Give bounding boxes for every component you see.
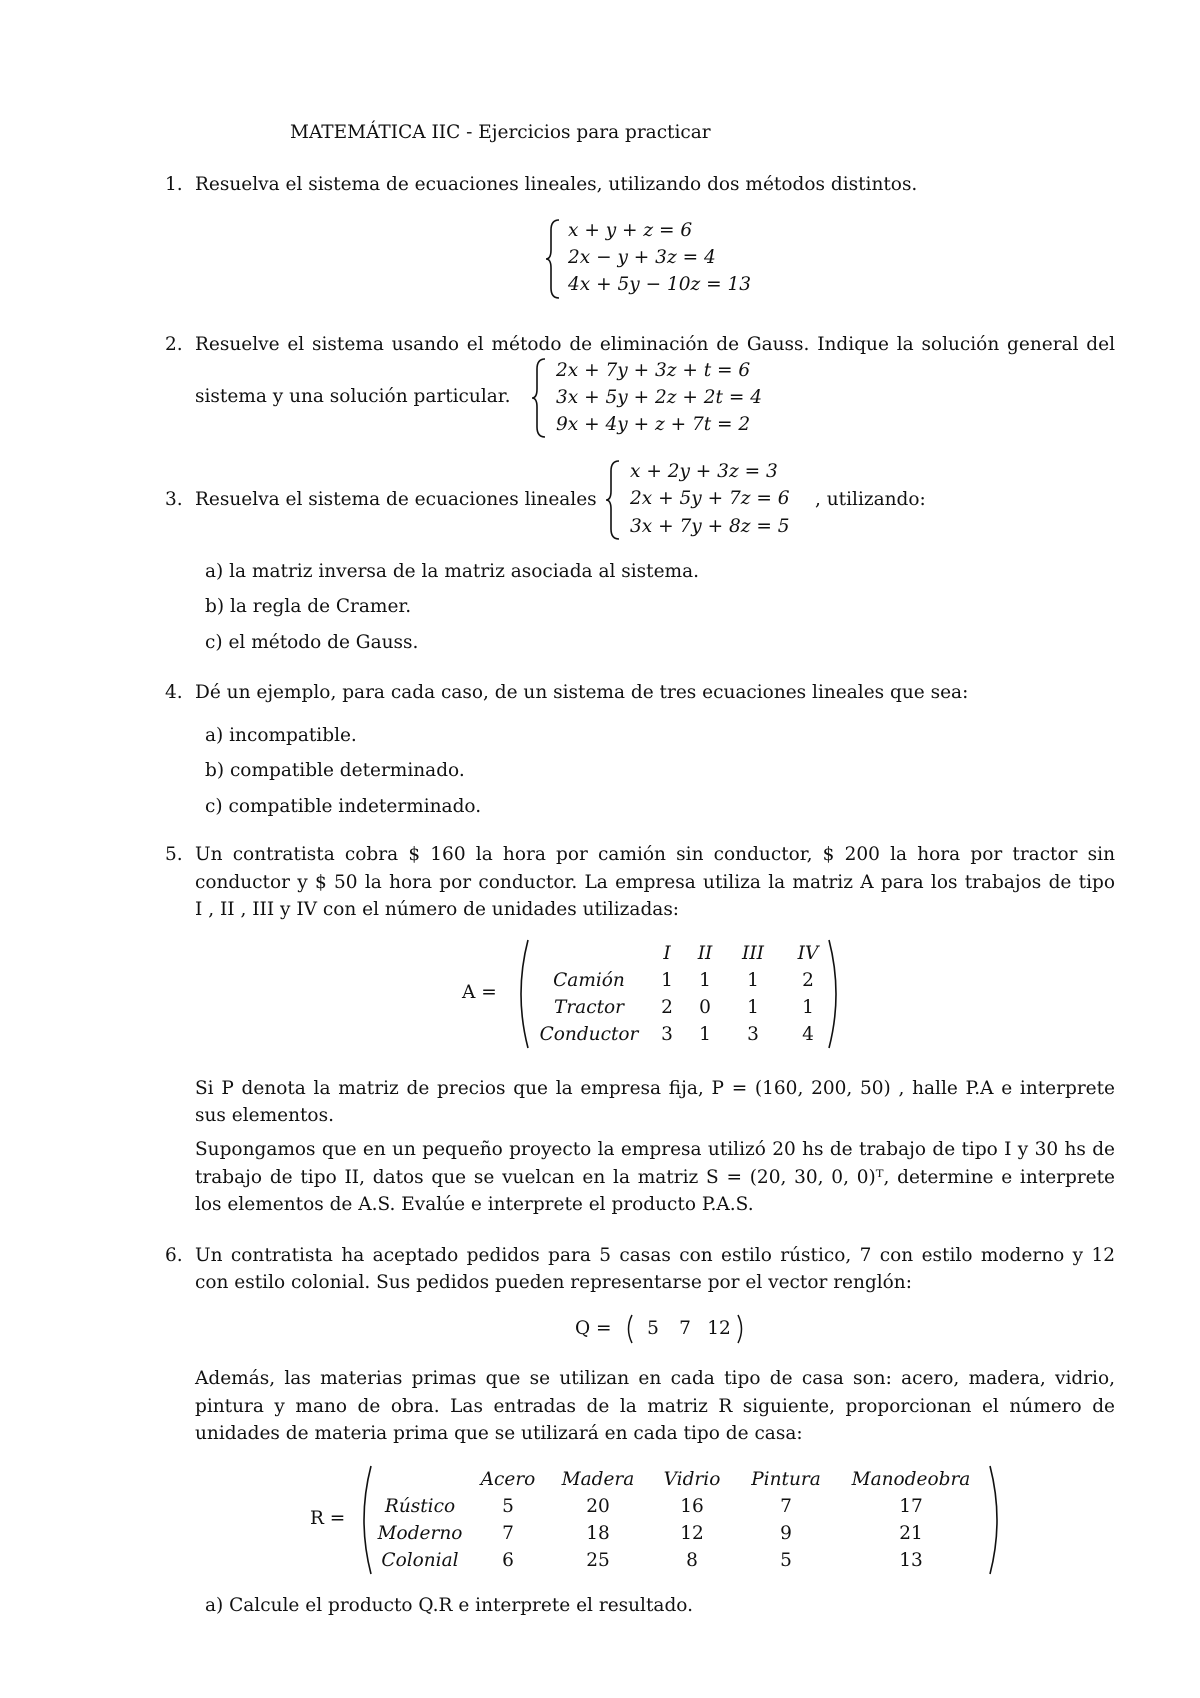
exercise-5-para-1-line-1: Si P denota la matriz de precios que la empresa fija, P = (160, 200, 50) , halle P.A e interprete [195, 1078, 1115, 1099]
vector-q-right-paren [736, 1313, 746, 1345]
exercise-3-equation: x + 2y + 3z = 3 [630, 461, 778, 482]
matrix-r-header: Acero [480, 1469, 536, 1491]
exercise-5-text-line-3: I , II , III y IV con el número de unidades utilizadas: [195, 899, 680, 920]
exercise-5-text-line-2: conductor y $ 50 la hora por conductor. La empresa utiliza la matriz A para los trabajos de tipo [195, 872, 1115, 893]
exercise-5-para-2-line-1: Supongamos que en un pequeño proyecto la empresa utilizó 20 hs de trabajo de tipo I y 30 hs de [195, 1139, 1115, 1160]
matrix-a-cell: 3 [661, 1024, 673, 1046]
matrix-a [530, 941, 834, 1049]
exercise-3-equation: 2x + 5y + 7z = 6 [630, 488, 790, 509]
matrix-r-cell: 7 [502, 1523, 514, 1545]
matrix-r-cell: 8 [686, 1550, 698, 1572]
matrix-r-row-label: Colonial [381, 1550, 459, 1572]
exercise-5-para-2-line-3: los elementos de A.S. Evalúe e interprete el producto P.A.S. [195, 1194, 754, 1215]
matrix-r-cell: 7 [780, 1496, 792, 1518]
matrix-a-row-label: Tractor [554, 997, 624, 1019]
exercise-6-para-line-1: Además, las materias primas que se utilizan en cada tipo de casa son: acero, madera, vidrio, [195, 1368, 1115, 1389]
matrix-r-cell: 5 [780, 1550, 792, 1572]
matrix-a-cell: 4 [802, 1024, 814, 1046]
vector-q-left-paren [624, 1313, 634, 1345]
exercise-6-number: 6. [165, 1245, 183, 1266]
exercise-5-para-1-line-2: sus elementos. [195, 1105, 334, 1126]
exercise-3-item: a) la matriz inversa de la matriz asociada al sistema. [205, 561, 700, 582]
matrix-a-cell: 1 [699, 1024, 711, 1046]
exercise-6-para-line-2: pintura y mano de obra. Las entradas de la matriz R siguiente, proporcionan el número de [195, 1396, 1115, 1417]
exercise-6-item-a: a) Calcule el producto Q.R e interprete el resultado. [205, 1595, 693, 1616]
exercise-2-equation: 3x + 5y + 2z + 2t = 4 [556, 387, 762, 408]
matrix-r [372, 1467, 986, 1575]
exercise-4-item: a) incompatible. [205, 725, 357, 746]
matrix-a-cell: 1 [661, 970, 673, 992]
matrix-r-cell: 5 [502, 1496, 514, 1518]
exercise-2-text-line-2: sistema y una solución particular. [195, 386, 511, 407]
matrix-a-cell: 1 [747, 997, 759, 1019]
exercise-2-equation: 2x + 7y + 3z + t = 6 [556, 360, 751, 381]
matrix-a-header: II [697, 943, 713, 965]
matrix-r-cell: 21 [899, 1523, 923, 1545]
exercise-1-text: Resuelva el sistema de ecuaciones lineales, utilizando dos métodos distintos. [195, 174, 918, 195]
matrix-r-left-paren [355, 1464, 373, 1576]
exercise-6-text-line-2: con estilo colonial. Sus pedidos pueden representarse por el vector renglón: [195, 1272, 912, 1293]
exercise-6-text-line-1: Un contratista ha aceptado pedidos para 5 casas con estilo rústico, 7 con estilo moderno y 12 [195, 1245, 1115, 1266]
matrix-a-cell: 1 [747, 970, 759, 992]
exercise-3-item: c) el método de Gauss. [205, 632, 419, 653]
vector-q-value: 7 [679, 1318, 691, 1339]
exercise-1-equation: 2x − y + 3z = 4 [568, 247, 716, 268]
exercise-5-text-line-1: Un contratista cobra $ 160 la hora por camión sin conductor, $ 200 la hora por tractor sin [195, 844, 1115, 865]
matrix-r-row-label: Moderno [377, 1523, 463, 1545]
exercise-4-item: c) compatible indeterminado. [205, 796, 482, 817]
page-title: MATEMÁTICA IIC - Ejercicios para practicar [290, 122, 711, 143]
matrix-r-cell: 25 [586, 1550, 610, 1572]
matrix-a-left-paren [512, 938, 530, 1050]
matrix-r-header: Vidrio [663, 1469, 721, 1491]
exercise-2-number: 2. [165, 334, 183, 355]
matrix-r-cell: 9 [780, 1523, 792, 1545]
matrix-a-cell: 0 [699, 997, 711, 1019]
exercise-2-text-line-1: Resuelve el sistema usando el método de eliminación de Gauss. Indique la solución general del [195, 334, 1115, 355]
matrix-r-header: Manodeobra [851, 1469, 971, 1491]
exercise-3-item: b) la regla de Cramer. [205, 596, 412, 617]
exercise-5-number: 5. [165, 844, 183, 865]
matrix-a-cell: 2 [661, 997, 673, 1019]
matrix-r-cell: 12 [680, 1523, 704, 1545]
matrix-r-header: Pintura [751, 1469, 821, 1491]
exercise-4-text: Dé un ejemplo, para cada caso, de un sistema de tres ecuaciones lineales que sea: [195, 682, 969, 703]
vector-q-value: 12 [707, 1318, 731, 1339]
exercise-1-equation: x + y + z = 6 [568, 220, 693, 241]
matrix-a-header: III [742, 943, 764, 965]
exercise-4-number: 4. [165, 682, 183, 703]
exercise-6-para-line-3: unidades de materia prima que se utilizará en cada tipo de casa: [195, 1423, 803, 1444]
matrix-r-header: Madera [561, 1469, 635, 1491]
exercise-3-text: Resuelva el sistema de ecuaciones lineales [195, 489, 597, 510]
matrix-r-cell: 18 [586, 1523, 610, 1545]
matrix-r-right-paren [988, 1464, 1006, 1576]
matrix-a-row-label: Conductor [539, 1024, 639, 1046]
matrix-a-row-label: Camión [553, 970, 625, 992]
exercise-1-brace [545, 218, 565, 300]
exercise-3-equation: 3x + 7y + 8z = 5 [630, 516, 790, 537]
matrix-r-cell: 17 [899, 1496, 923, 1518]
matrix-r-label: R = [310, 1508, 346, 1529]
matrix-a-cell: 1 [699, 970, 711, 992]
matrix-r-cell: 20 [586, 1496, 610, 1518]
matrix-a-header: I [663, 943, 671, 965]
matrix-r-row-label: Rústico [384, 1496, 456, 1518]
exercise-3-suffix: , utilizando: [815, 489, 926, 510]
exercise-2-equation: 9x + 4y + z + 7t = 2 [556, 414, 751, 435]
matrix-a-label: A = [462, 982, 497, 1003]
matrix-a-header: IV [797, 943, 819, 965]
exercise-3-number: 3. [165, 489, 183, 510]
matrix-a-cell: 2 [802, 970, 814, 992]
matrix-a-cell: 3 [747, 1024, 759, 1046]
matrix-a-cell: 1 [802, 997, 814, 1019]
matrix-r-cell: 13 [899, 1550, 923, 1572]
exercise-1-equation: 4x + 5y − 10z = 13 [568, 274, 752, 295]
vector-q-value: 5 [647, 1318, 659, 1339]
matrix-r-cell: 6 [502, 1550, 514, 1572]
exercise-4-item: b) compatible determinado. [205, 760, 465, 781]
exercise-1-number: 1. [165, 174, 183, 195]
vector-q-label: Q = [575, 1318, 612, 1339]
matrix-r-cell: 16 [680, 1496, 704, 1518]
exercise-3-brace [605, 459, 625, 541]
exercise-2-brace [531, 357, 551, 439]
exercise-5-para-2-line-2: trabajo de tipo II, datos que se vuelcan en la matriz S = (20, 30, 0, 0)ᵀ, determine e interprete [195, 1167, 1115, 1188]
